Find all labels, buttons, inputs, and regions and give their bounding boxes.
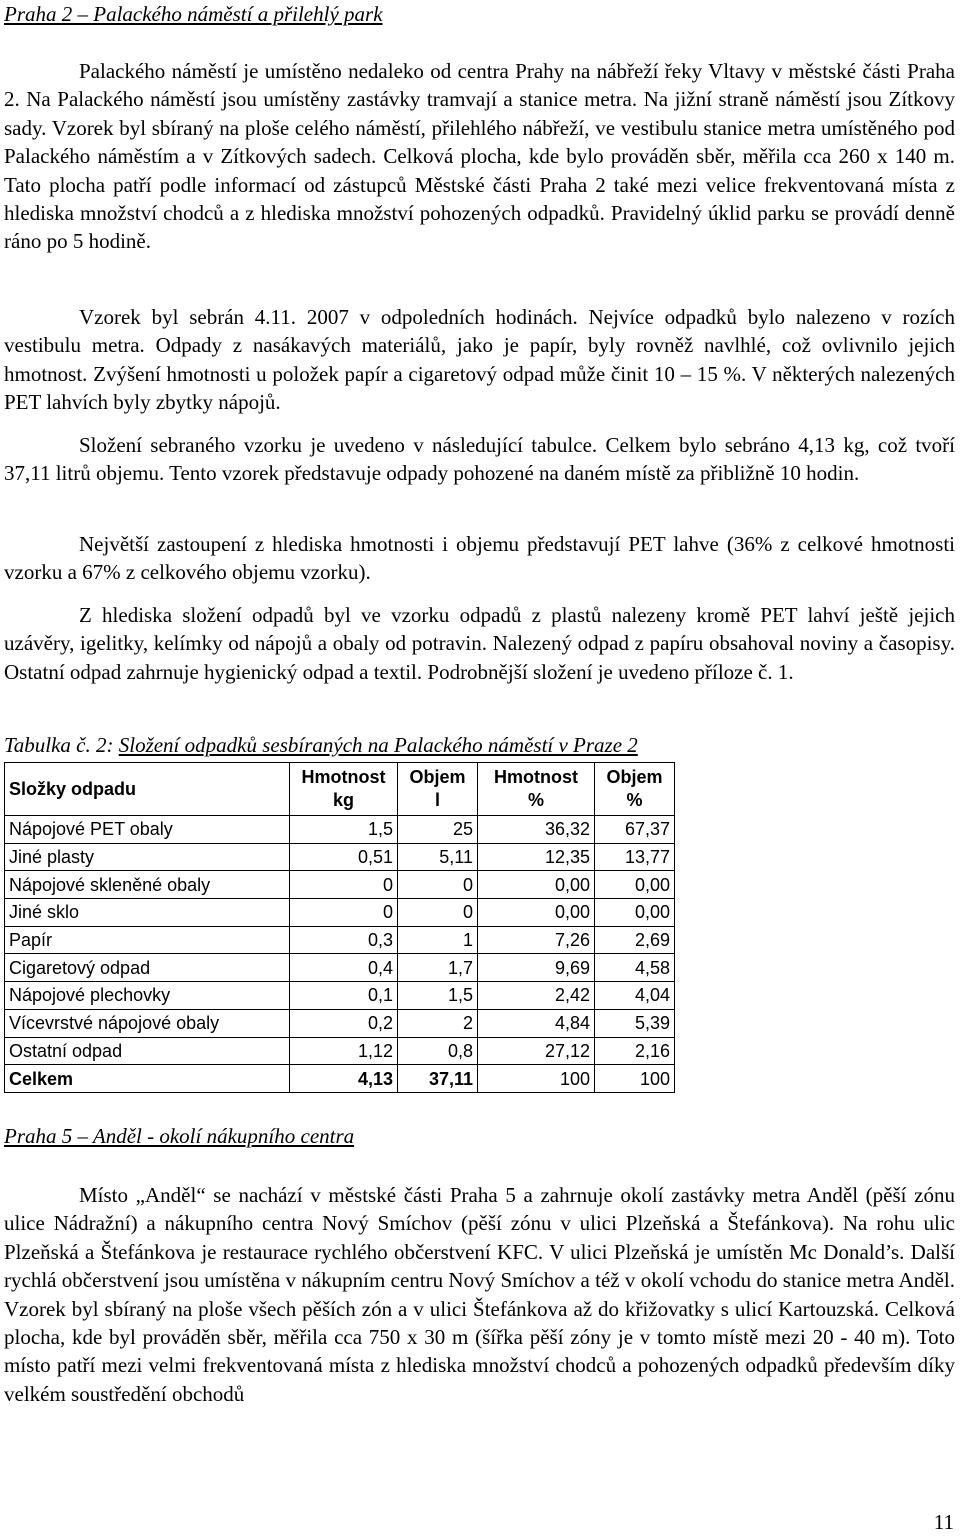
table-row	[5, 982, 675, 1010]
cell-value: 0,51	[290, 843, 398, 871]
table-row	[5, 899, 675, 927]
table-row	[5, 954, 675, 982]
header-component: Složky odpadu	[5, 763, 290, 816]
cell-component: Jiné sklo	[5, 899, 290, 927]
cell-value: 0	[398, 871, 478, 899]
cell-component: Nápojové skleněné obaly	[5, 871, 290, 899]
cell-value: 37,11	[398, 1065, 478, 1093]
paragraph: Palackého náměstí je umístěno nedaleko od centra Prahy na nábřeží řeky Vltavy v městské části Praha 2. Na Palackého náměstí jsou umístěny zastávky tramvají a stanice metra. Na jižní straně náměstí jsou Zítkovy sady. Vzorek byl sbíraný na ploše celého náměstí, přilehlého nábřeží, ve vestibulu stanice metra umístěného pod Palackého náměstím a v Zítkových sadech. Celková plocha, kde bylo prováděn sběr, měřila cca 260 x 140 m. Tato plocha patří podle informací od zástupců Městské části Praha 2 také mezi velice frekventovaná místa z hlediska množství chodců a z hlediska množství pohozených odpadků. Pravidelný úklid parku se provádí denně ráno po 5 hodině.	[4, 59, 955, 254]
cell-value: 13,77	[595, 843, 675, 871]
cell-value: 4,13	[290, 1065, 398, 1093]
cell-value: 27,12	[478, 1037, 595, 1065]
table-caption	[4, 731, 638, 759]
section-heading-praha5: Praha 5 – Anděl - okolí nákupního centra	[4, 1124, 355, 1148]
cell-value: 12,35	[478, 843, 595, 871]
section-heading-praha2: Praha 2 – Palackého náměstí a přilehlý park	[4, 2, 383, 26]
header-weight-pct: Hmotnost %	[478, 763, 595, 816]
cell-value: 67,37	[595, 816, 675, 844]
cell-value: 0,2	[290, 1009, 398, 1037]
table-row	[5, 843, 675, 871]
cell-value: 2,16	[595, 1037, 675, 1065]
cell-component: Cigaretový odpad	[5, 954, 290, 982]
table-row	[5, 871, 675, 899]
table-caption-label: Tabulka č. 2:	[4, 733, 114, 757]
cell-component: Jiné plasty	[5, 843, 290, 871]
table-row	[5, 1037, 675, 1065]
waste-composition-table	[4, 762, 675, 1093]
header-volume-pct: Objem %	[595, 763, 675, 816]
paragraph: Největší zastoupení z hlediska hmotnosti i objemu představují PET lahve (36% z celkové hmotnosti vzorku a 67% z celkového objemu vzorku).	[4, 532, 955, 585]
cell-value: 4,84	[478, 1009, 595, 1037]
cell-value: 0	[398, 899, 478, 927]
cell-value: 9,69	[478, 954, 595, 982]
cell-value: 1,12	[290, 1037, 398, 1065]
cell-value: 100	[478, 1065, 595, 1093]
cell-value: 7,26	[478, 926, 595, 954]
cell-value: 4,58	[595, 954, 675, 982]
cell-value: 2,42	[478, 982, 595, 1010]
table-row	[5, 926, 675, 954]
paragraph: Místo „Anděl“ se nachází v městské části Praha 5 a zahrnuje okolí zastávky metra Anděl (pěší zónu ulice Nádražní) a nákupního centra Nový Smíchov (pěší zónu v ulici Plzeňská a Štefánkova). Na rohu ulic Plzeňská a Štefánkova je restaurace rychlého občerstvení KFC. V ulici Plzeňská je umístěn Mc Donald’s. Další rychlá občerstvení jsou umístěna v nákupním centru Nový Smíchov a též v okolí vchodu do stanice metra Anděl. Vzorek byl sbíraný na ploše všech pěších zón a v ulici Štefánkova až do křižovatky s ulicí Kartouzská. Celková plocha, kde byl prováděn sběr, měřila cca 750 x 30 m (šířka pěší zóny je v tomto místě mezi 20 - 40 m). Toto místo patří mezi velmi frekventovaná místa z hlediska množství chodců a pohozených odpadků především díky velkém soustředění obchodů	[4, 1183, 955, 1406]
cell-value: 0	[290, 899, 398, 927]
cell-value: 36,32	[478, 816, 595, 844]
cell-value: 0,00	[478, 899, 595, 927]
cell-value: 0,1	[290, 982, 398, 1010]
table-row	[5, 1009, 675, 1037]
cell-value: 1,7	[398, 954, 478, 982]
cell-value: 1,5	[398, 982, 478, 1010]
header-volume-l: Objem l	[398, 763, 478, 816]
cell-component: Ostatní odpad	[5, 1037, 290, 1065]
page-number: 11	[933, 1510, 954, 1534]
cell-value: 0,3	[290, 926, 398, 954]
cell-value: 100	[595, 1065, 675, 1093]
cell-value: 0,00	[595, 871, 675, 899]
cell-value: 25	[398, 816, 478, 844]
cell-component: Nápojové PET obaly	[5, 816, 290, 844]
cell-component: Vícevrstvé nápojové obaly	[5, 1009, 290, 1037]
cell-value: 0	[290, 871, 398, 899]
cell-value: 2,69	[595, 926, 675, 954]
cell-component: Celkem	[5, 1065, 290, 1093]
cell-value: 0,00	[478, 871, 595, 899]
cell-value: 1	[398, 926, 478, 954]
paragraph: Z hlediska složení odpadů byl ve vzorku odpadů z plastů nalezeny kromě PET lahví ještě jejich uzávěry, igelitky, kelímky od nápojů a obaly od potravin. Nalezený odpad z papíru obsahoval noviny a časopisy. Ostatní odpad zahrnuje hygienický odpad a textil. Podrobnější složení je uvedeno příloze č. 1.	[4, 603, 955, 684]
table-total-row	[5, 1065, 675, 1093]
cell-value: 5,11	[398, 843, 478, 871]
cell-component: Nápojové plechovky	[5, 982, 290, 1010]
paragraph: Složení sebraného vzorku je uvedeno v následující tabulce. Celkem bylo sebráno 4,13 kg, což tvoří 37,11 litrů objemu. Tento vzorek představuje odpady pohozené na daném místě za přibližně 10 hodin.	[4, 433, 955, 486]
cell-value: 2	[398, 1009, 478, 1037]
cell-value: 0,00	[595, 899, 675, 927]
table-caption-title: Složení odpadků sesbíraných na Palackého náměstí v Praze 2	[118, 733, 638, 757]
cell-value: 0,4	[290, 954, 398, 982]
table-header-row	[5, 763, 675, 816]
cell-value: 4,04	[595, 982, 675, 1010]
table-row	[5, 816, 675, 844]
cell-component: Papír	[5, 926, 290, 954]
header-weight-kg: Hmotnost kg	[290, 763, 398, 816]
cell-value: 0,8	[398, 1037, 478, 1065]
paragraph: Vzorek byl sebrán 4.11. 2007 v odpoledních hodinách. Nejvíce odpadků bylo nalezeno v rozích vestibulu metra. Odpady z nasákavých materiálů, jako je papír, byly rovněž navlhlé, což ovlivnilo jejich hmotnost. Zvýšení hmotnosti u položek papír a cigaretový odpad může činit 10 – 15 %. V některých nalezených PET lahvích byly zbytky nápojů.	[4, 305, 955, 415]
cell-value: 1,5	[290, 816, 398, 844]
cell-value: 5,39	[595, 1009, 675, 1037]
